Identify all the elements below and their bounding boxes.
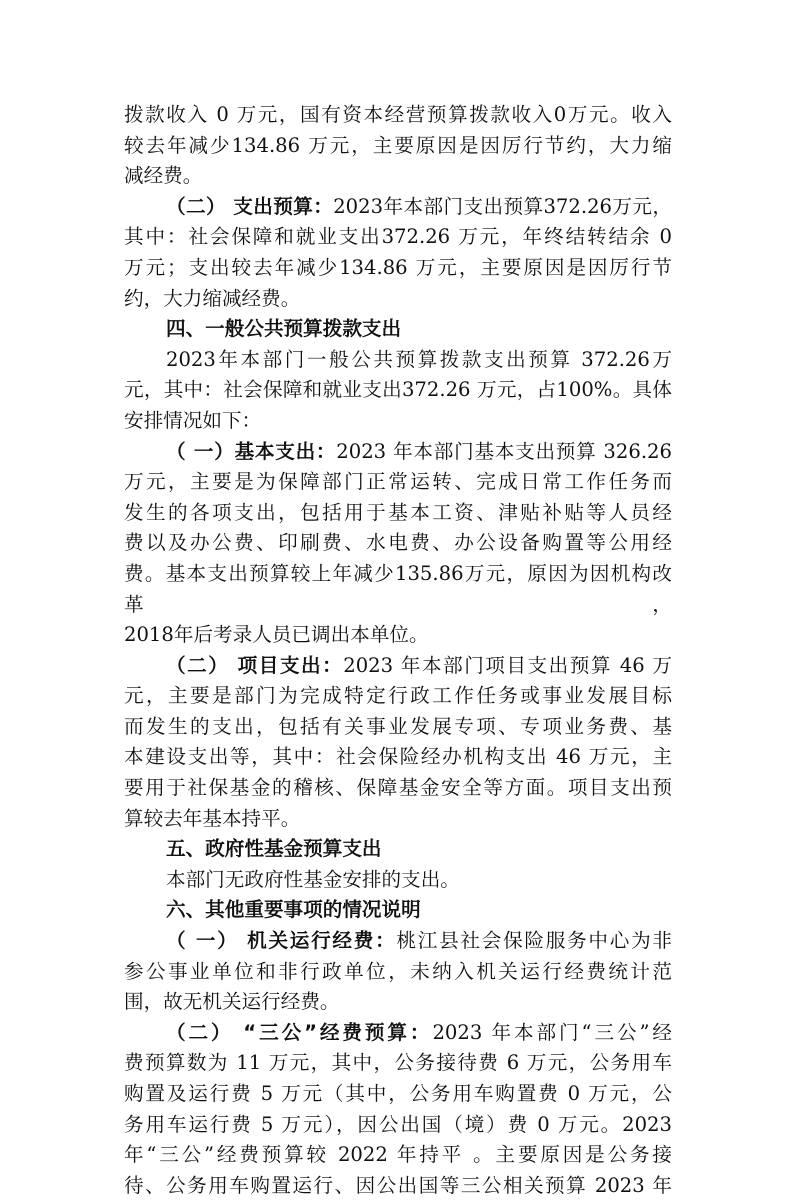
text-line: [124, 528, 672, 559]
body-text: 安排情况如下：: [124, 408, 262, 432]
text-line: [124, 1140, 672, 1171]
section-heading: 六、其他重要事项的情况说明: [166, 898, 421, 922]
text-line: [124, 161, 672, 192]
text-line: [124, 253, 672, 284]
body-text: 发生的各项支出，包括用于基本工资、津贴补贴等人员经: [124, 500, 672, 524]
section-heading: （ 一）基本支出：: [166, 439, 337, 463]
body-text: 务用车运行费 5 万元），因公出国（境）费 0 万元。2023: [124, 1112, 672, 1136]
section-heading: 五、政府性基金预算支出: [166, 837, 382, 861]
body-text: 购置及运行费 5 万元（其中，公务用车购置费 0 万元，公: [124, 1082, 672, 1105]
body-text: 本部门无政府性基金安排的支出。: [166, 867, 460, 891]
section-heading: 四、一般公共预算拨款支出: [166, 317, 402, 341]
text-line: [124, 467, 672, 498]
text-line: [124, 406, 672, 437]
section-heading: （二） “三公”经费预算：: [166, 1020, 433, 1044]
body-text: 约，大力缩减经费。: [124, 286, 301, 310]
body-text: 而发生的支出，包括有关事业发展专项、专项业务费、基: [124, 714, 672, 738]
text-line: [124, 100, 672, 131]
text-line: [124, 345, 672, 376]
body-text: 元，主要是部门为完成特定行政工作任务或事业发展目标: [124, 684, 672, 708]
body-text: 本建设支出等，其中：社会保险经办机构支出 46 万元，主: [124, 745, 672, 769]
document-body: [124, 100, 672, 1201]
text-line: [124, 987, 672, 1018]
text-line: [124, 620, 672, 651]
text-line: [124, 1110, 672, 1141]
body-text: 2023 年本部门基本支出预算 326.26: [336, 439, 672, 463]
body-text: 2023年本部门支出预算372.26万元，: [333, 194, 672, 218]
text-line: [124, 651, 672, 682]
body-text: 费。基本支出预算较上年减少135.86万元，原因为因机构改革，: [124, 561, 672, 616]
body-text: 参公事业单位和非行政单位，未纳入机关运行经费统计范: [124, 959, 672, 983]
text-line: [124, 314, 672, 345]
body-text: 2018年后考录人员已调出本单位。: [124, 623, 429, 647]
text-line: [124, 375, 672, 406]
body-text: 费以及办公费、印刷费、水电费、办公设备购置等公用经: [124, 531, 672, 555]
body-text: 拨款收入 0 万元，国有资本经营预算拨款收入0万元。收入: [124, 103, 672, 126]
body-text: 其中：社会保障和就业支出372.26 万元，年终结转结余 0: [124, 225, 672, 249]
body-text: 万元，主要是为保障部门正常运转、完成日常工作任务而: [124, 470, 672, 494]
body-text: 2023 年本部门项目支出预算 46 万: [343, 653, 673, 677]
text-line: [124, 742, 672, 773]
body-text: 算较去年基本持平。: [124, 806, 301, 830]
body-text: 2023年本部门一般公共预算拨款支出预算 372.26万: [166, 347, 672, 371]
body-text: 减经费。: [124, 164, 203, 188]
body-text: 要用于社保基金的稽核、保障基金安全等方面。项目支出预: [124, 776, 672, 800]
text-line: [124, 1079, 672, 1110]
text-line: [124, 957, 672, 988]
text-line: [124, 1018, 672, 1049]
body-text: 2023 年本部门“三公”经: [432, 1020, 672, 1044]
section-heading: （ 一） 机关运行经费：: [166, 929, 397, 953]
text-line: [124, 834, 672, 865]
body-text: 围，故无机关运行经费。: [124, 990, 340, 1014]
body-text: 桃江县社会保险服务中心为非: [396, 929, 672, 953]
body-text: 元，其中：社会保障和就业支出372.26 万元，占100%。具体: [124, 378, 672, 402]
body-text: 年“三公”经费预算较 2022 年持平 。主要原因是公务接: [124, 1143, 672, 1167]
section-heading: （二） 项目支出：: [166, 653, 344, 677]
text-line: [124, 681, 672, 712]
body-text: 较去年减少134.86 万元，主要原因是因厉行节约，大力缩: [124, 133, 672, 157]
text-line: [124, 131, 672, 162]
text-line: [124, 192, 672, 223]
text-line: [124, 865, 672, 896]
section-heading: （二） 支出预算：: [166, 194, 334, 218]
text-line: [124, 1048, 672, 1079]
text-line: [124, 1171, 672, 1201]
text-line: [124, 804, 672, 835]
body-text: 费预算数为 11 万元，其中，公务接待费 6 万元，公务用车: [124, 1051, 672, 1075]
body-text: 待、公务用车购置运行、因公出国等三公相关预算 2023 年: [124, 1173, 672, 1197]
text-line: [124, 773, 672, 804]
text-line: [124, 926, 672, 957]
text-line: [124, 222, 672, 253]
text-line: [124, 895, 672, 926]
body-text: 万元；支出较去年减少134.86 万元，主要原因是因厉行节: [124, 255, 672, 279]
text-line: [124, 559, 672, 620]
text-line: [124, 498, 672, 529]
text-line: [124, 284, 672, 315]
text-line: [124, 712, 672, 743]
text-line: [124, 437, 672, 468]
